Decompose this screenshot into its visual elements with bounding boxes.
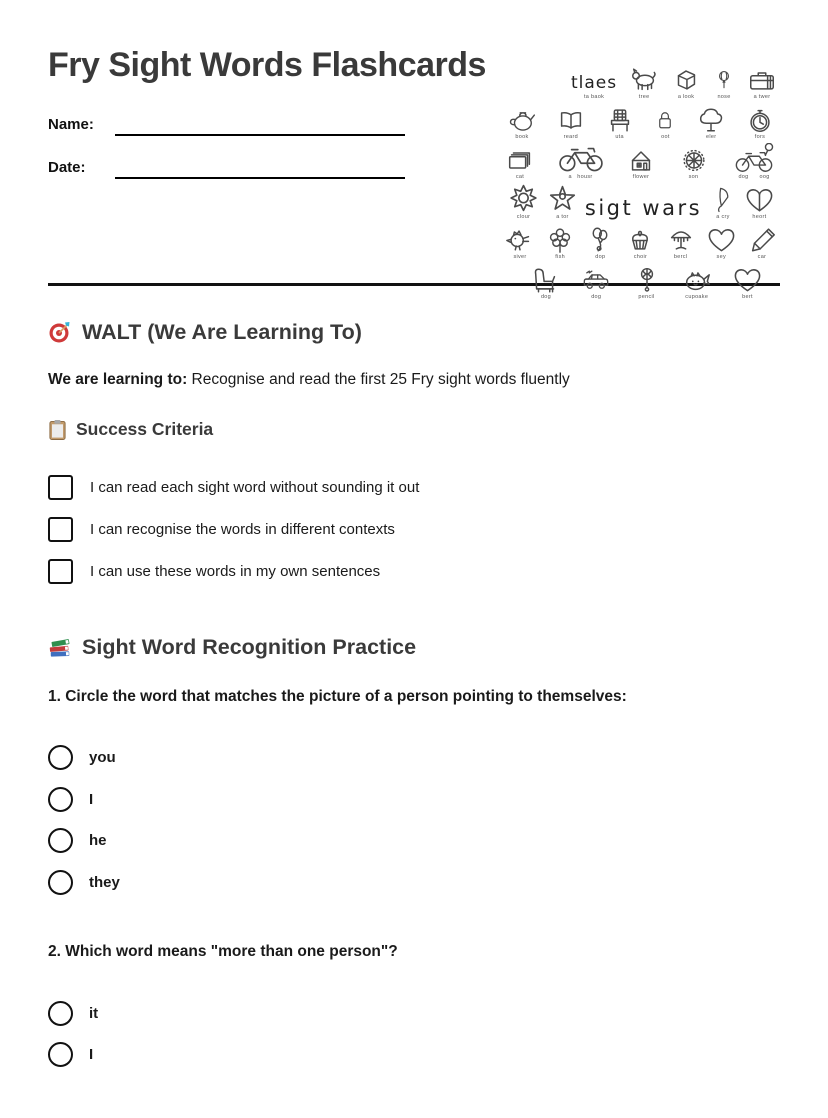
flashcard-item-label: a housr (568, 174, 593, 180)
questions-section (48, 688, 780, 1066)
flashcard-item (546, 183, 579, 220)
flashcard-row (505, 180, 777, 220)
question-1-text: 1. Circle the word that matches the picture of a person pointing to themselves: (48, 687, 627, 705)
flashcard-item-label: book (515, 134, 529, 140)
criteria-text: I can use these words in my own sentences (90, 562, 381, 580)
flashcard-row (505, 140, 777, 180)
flashcard-item (666, 226, 696, 260)
house-icon (626, 146, 656, 173)
heart-icon (732, 265, 763, 293)
name-label: Name: (48, 115, 94, 133)
flashcard-item (556, 106, 586, 140)
blob-icon (682, 266, 712, 293)
flashcard-item (545, 226, 575, 260)
flashcard-row (505, 260, 777, 300)
flashcard-item (706, 225, 737, 260)
heart-icon (706, 225, 737, 253)
question-block (48, 943, 780, 1066)
flashcard-item-label: fors (754, 134, 766, 140)
radio-icon[interactable] (48, 745, 73, 770)
pencil-icon (747, 226, 777, 253)
flashcard-caption-sub: ta baok (583, 94, 605, 100)
half-heart-icon (744, 185, 775, 213)
flashcard-item (671, 66, 701, 100)
practice-heading (48, 635, 780, 660)
car-icon (581, 266, 611, 293)
flashcard-item (731, 143, 777, 180)
flashcard-row (505, 100, 777, 140)
flashcard-item (505, 146, 535, 180)
date-input-line[interactable] (115, 159, 405, 179)
lock-icon (653, 106, 677, 133)
flashcard-row (505, 60, 777, 100)
flashcard-item-label: cupoake (685, 294, 709, 300)
q1-option-I[interactable] (48, 788, 780, 810)
cube-icon (671, 66, 701, 93)
flashcard-item (708, 186, 738, 220)
dog-icon (629, 66, 659, 93)
flashcards-image (505, 60, 777, 300)
name-input-line[interactable] (115, 116, 405, 136)
flashcard-item (744, 185, 775, 220)
flashcards-icon (505, 146, 535, 173)
success-criteria-list (48, 476, 780, 583)
flashcard-item-label: eler (706, 134, 717, 140)
target-icon (48, 320, 72, 344)
balloons-icon (585, 226, 615, 253)
balloon-icon (713, 66, 735, 93)
flashcard-caption-text: tlaes (571, 73, 618, 93)
flashcard-item-label: a twer (753, 94, 771, 100)
flashcard-item (581, 266, 611, 300)
cupcake-icon (625, 226, 655, 253)
criteria-text: I can recognise the words in different contexts (90, 520, 395, 538)
flashcard-item-label: cat (515, 174, 525, 180)
teapot-icon (507, 106, 537, 133)
radio-icon[interactable] (48, 1001, 73, 1026)
criteria-checkbox-3[interactable] (48, 559, 73, 584)
small-tree-icon (666, 226, 696, 253)
flashcard-row (505, 220, 777, 260)
radio-icon[interactable] (48, 787, 73, 812)
learning-objective-prefix: We are learning to: (48, 370, 188, 388)
flashcard-item (747, 226, 777, 260)
rattle-icon (632, 266, 662, 293)
radio-icon[interactable] (48, 828, 73, 853)
flower-icon (545, 226, 575, 253)
flashcard-item (747, 66, 777, 100)
flashcard-item-label: bercl (673, 254, 688, 260)
flashcard-item-label: siver (513, 254, 527, 260)
walt-heading (48, 320, 780, 345)
chair-icon (605, 106, 635, 133)
flashcard-item (507, 106, 537, 140)
flashcard-item (558, 143, 604, 180)
criteria-row (48, 476, 780, 499)
flashcard-item-label: a tor (556, 214, 569, 220)
option-label: it (89, 1004, 99, 1022)
criteria-checkbox-2[interactable] (48, 517, 73, 542)
option-label: he (89, 832, 107, 850)
flashcard-item-label: a cry (716, 214, 730, 220)
bicycle-icon (558, 143, 604, 173)
option-label: you (89, 749, 116, 767)
flashcard-item-label: bert (742, 294, 753, 300)
armchair-icon (531, 266, 561, 293)
question-2-text: 2. Which word means "more than one person"? (48, 943, 398, 961)
flashcard-item-label: reard (563, 134, 578, 140)
flashcard-item-label: pencil (638, 294, 655, 300)
star-icon (546, 183, 579, 213)
flashcard-item (745, 106, 775, 140)
q1-option-you[interactable] (48, 747, 780, 769)
flashcard-item-label: son (688, 174, 699, 180)
flashcard-item (713, 66, 735, 100)
sun-icon (507, 183, 540, 213)
flashcard-item-label: heort (752, 214, 767, 220)
flashcard-item (629, 66, 659, 100)
q2-option-I[interactable] (48, 1044, 780, 1066)
open-book-icon (556, 106, 586, 133)
flashcard-item-label: uta (615, 134, 624, 140)
flashcard-item (679, 146, 709, 180)
practice-heading-text: Sight Word Recognition Practice (82, 634, 417, 659)
option-label: I (89, 1046, 94, 1064)
page-title: Fry Sight Words Flashcards (48, 46, 486, 84)
flashcard-item-label: sey (716, 254, 727, 260)
flashcard-item-label: dog oog (738, 174, 770, 180)
stopwatch-icon (745, 106, 775, 133)
option-label: they (89, 873, 120, 891)
flashcard-item (505, 226, 535, 260)
tree-icon (696, 106, 726, 133)
options-list (48, 747, 780, 894)
criteria-checkbox-1[interactable] (48, 475, 73, 500)
q1-option-he[interactable] (48, 830, 780, 852)
clipboard-icon (48, 419, 67, 440)
flashcard-item-label: car (757, 254, 767, 260)
flashcard-item-label: choir (633, 254, 648, 260)
flashcard-item (625, 226, 655, 260)
flashcard-item-label: clour (516, 214, 531, 220)
date-label: Date: (48, 158, 86, 176)
question-block (48, 688, 780, 894)
flashcard-item (653, 106, 677, 140)
radio-icon[interactable] (48, 870, 73, 895)
flashcard-item-label: dog (591, 294, 602, 300)
option-label: I (89, 790, 94, 808)
books-icon (48, 636, 72, 659)
learning-objective-text: Recognise and read the first 25 Fry sight words fluently (187, 370, 570, 388)
flashcard-item-label: tree (638, 94, 650, 100)
criteria-row (48, 518, 780, 541)
flashcard-item (632, 266, 662, 300)
flashcard-item-label: nose (717, 94, 731, 100)
flashcard-item (626, 146, 656, 180)
radio-icon[interactable] (48, 1042, 73, 1067)
flashcard-item-label: flower (632, 174, 650, 180)
q2-option-it[interactable] (48, 1002, 780, 1024)
flashcard-item (732, 265, 763, 300)
flashcard-item (531, 266, 561, 300)
flashcard-caption (585, 196, 702, 220)
flashcard-item (682, 266, 712, 300)
flashcard-item-label: a look (677, 94, 695, 100)
bird-icon (505, 226, 535, 253)
criteria-text: I can read each sight word without sounding it out (90, 478, 420, 496)
learning-objective (48, 371, 780, 389)
flashcard-caption-text: sigt wars (584, 196, 703, 220)
criteria-row (48, 560, 780, 583)
success-criteria-heading-text: Success Criteria (76, 418, 214, 439)
wheel-icon (679, 146, 709, 173)
flashcard-item-label: fish (555, 254, 566, 260)
walt-heading-text: WALT (We Are Learning To) (82, 319, 362, 344)
briefcase-icon (747, 66, 777, 93)
q1-option-they[interactable] (48, 871, 780, 893)
flashcard-item-label: dop (595, 254, 606, 260)
flashcard-item (585, 226, 615, 260)
flashcard-item (605, 106, 635, 140)
flashcard-item-label: dog (540, 294, 552, 300)
kite-icon (708, 186, 738, 213)
flashcard-caption (571, 73, 617, 100)
flashcard-item (696, 106, 726, 140)
options-list (48, 1002, 780, 1066)
flashcard-item-label: oot (661, 134, 670, 140)
flashcard-item (507, 183, 540, 220)
bicycle-balloon-icon (731, 143, 777, 173)
success-criteria-heading (48, 419, 780, 440)
